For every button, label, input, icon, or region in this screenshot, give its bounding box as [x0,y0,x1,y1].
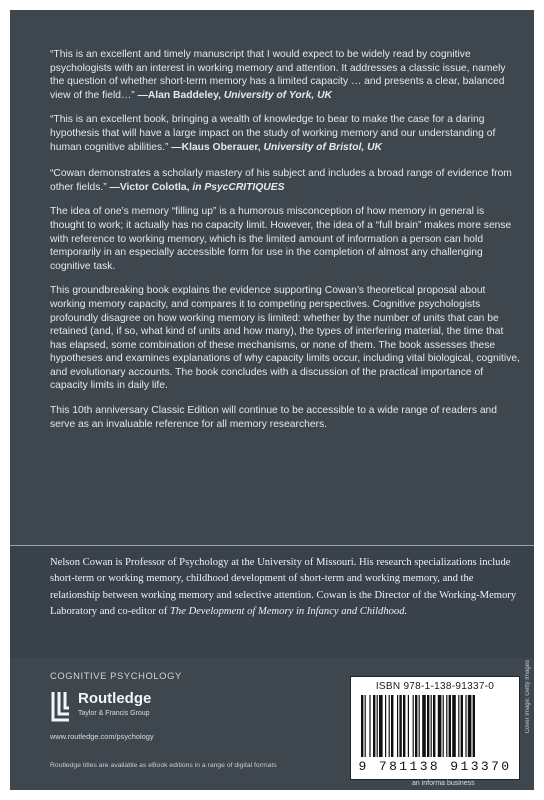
author-bio-book-title: The Development of Memory in Infancy and Childhood. [170,605,408,617]
barcode-bar [389,695,390,757]
barcode-bar [449,695,451,757]
barcode-bar [385,695,386,757]
series-label: COGNITIVE PSYCHOLOGY [50,670,182,681]
blurb-text: “This is an excellent book, bringing a wealth of knowledge to bear to make the case for a daring hypothesis that will have a large impact on the study of working memory and our understanding of human cognitive abilities.” [50,114,496,153]
barcode-bar [465,695,466,757]
blurb-text: “This is an excellent and timely manuscript that I would expect to be widely read by cognitive psychologists with an interest in working memory and attention. It addresses a classic issue, namely the question of whether short-term memory has a limited capacity … and presents a clear, balanced view of the field…” [50,49,506,101]
blurb-affiliation: University of Bristol, UK [263,141,382,153]
blurb-affiliation: University of York, UK [223,89,332,101]
barcode-bar [422,695,426,757]
barcode-bar [458,695,459,757]
informa-label: an informa business [412,780,475,787]
blurb-author: —Alan Baddeley, [137,89,221,101]
isbn-label: ISBN 978-1-138-91337-0 [375,681,495,692]
barcode-bar [403,695,405,757]
barcode-bar [408,695,409,757]
barcode-bar [373,695,375,757]
blurb-author: —Klaus Oberauer, [171,141,261,153]
barcode-bar [397,695,398,757]
barcode-bar [446,695,447,757]
publisher-group: Taylor & Francis Group [78,710,150,717]
publisher-logo [50,690,250,736]
barcode-bar [419,695,420,757]
barcode-bar [468,695,472,757]
barcode [350,676,520,780]
barcode-bar [473,695,475,757]
barcode-bar [413,695,414,757]
blurb-section [50,48,520,442]
barcode-bar [415,695,417,757]
barcode-bar [391,695,393,757]
ebook-note: Routledge titles are available as eBook editions in a range of digital formats [50,762,277,769]
barcode-bar [443,695,444,757]
blurb-colotla [50,167,520,194]
publisher-name: Routledge [78,690,152,707]
cover-credit: Cover Image: Getty Images [525,660,531,734]
blurb-baddeley [50,48,520,102]
author-bio-panel [10,545,534,658]
barcode-bar [361,695,363,757]
barcode-number: 9 781138 913370 [358,759,512,774]
blurb-text: “Cowan demonstrates a scholarly mastery of his subject and includes a broad range of evidence from other fields.” [50,168,512,193]
blurb-oberauer [50,113,520,154]
barcode-bar [427,695,429,757]
barcode-bar [461,695,463,757]
barcode-bar [431,695,432,757]
author-bio-text: Nelson Cowan is Professor of Psychology at the University of Missouri. His research specializations include short-term or working memory, childhood development of short-term and working memory, and the relationship between working memory and selective attention. Cowan is the Director of the Working-Memory Laboratory and co-editor of [50,557,517,617]
barcode-bar [438,695,442,757]
author-bio [50,555,520,620]
barcode-bar [399,695,401,757]
description-paragraph-3: This 10th anniversary Classic Edition will continue to be accessible to a wide range of readers and serve as an invaluable reference for all memory researchers. [50,405,498,430]
publisher-url[interactable]: www.routledge.com/psychology [50,732,154,741]
barcode-bar [377,695,378,757]
barcode-bar [452,695,456,757]
barcode-bar [433,695,435,757]
routledge-mark-icon [50,690,72,724]
description-paragraph-1: The idea of one’s memory “filling up” is a humorous misconception of how memory in general is thought to work; it actually has no capacity limit. However, the idea of a “full brain” makes more sense with reference to working memory, which is the limited amount of information a person can hold temporarily in an especially accessible form for use in the completion of almost any challenging cognitive task. [50,206,512,272]
description-paragraph-2: This groundbreaking book explains the evidence supporting Cowan’s theoretical proposal about working memory capacity, and compares it to competing perspectives. Cognitive psychologists profoundly disagree on how working memory is limited: whether by the number of units that can be retained (and, if so, what kind of units and how many), the types of interfering material, the time that has elapsed, some combination of these mechanisms, or none of them. The book assesses these hypotheses and examines explanations of why capacity limits occur, including vital biological, cognitive, and evolutionary accounts. The book concludes with a discussion of the practical importance of capacity limits in daily life. [50,285,520,392]
back-cover [10,10,534,790]
barcode-bar [365,695,366,757]
barcode-bar [379,695,383,757]
blurb-affiliation: in PsycCRITIQUES [192,181,285,193]
barcode-bars [359,695,511,757]
barcode-bar [369,695,370,757]
blurb-author: —Victor Colotla, [109,181,190,193]
